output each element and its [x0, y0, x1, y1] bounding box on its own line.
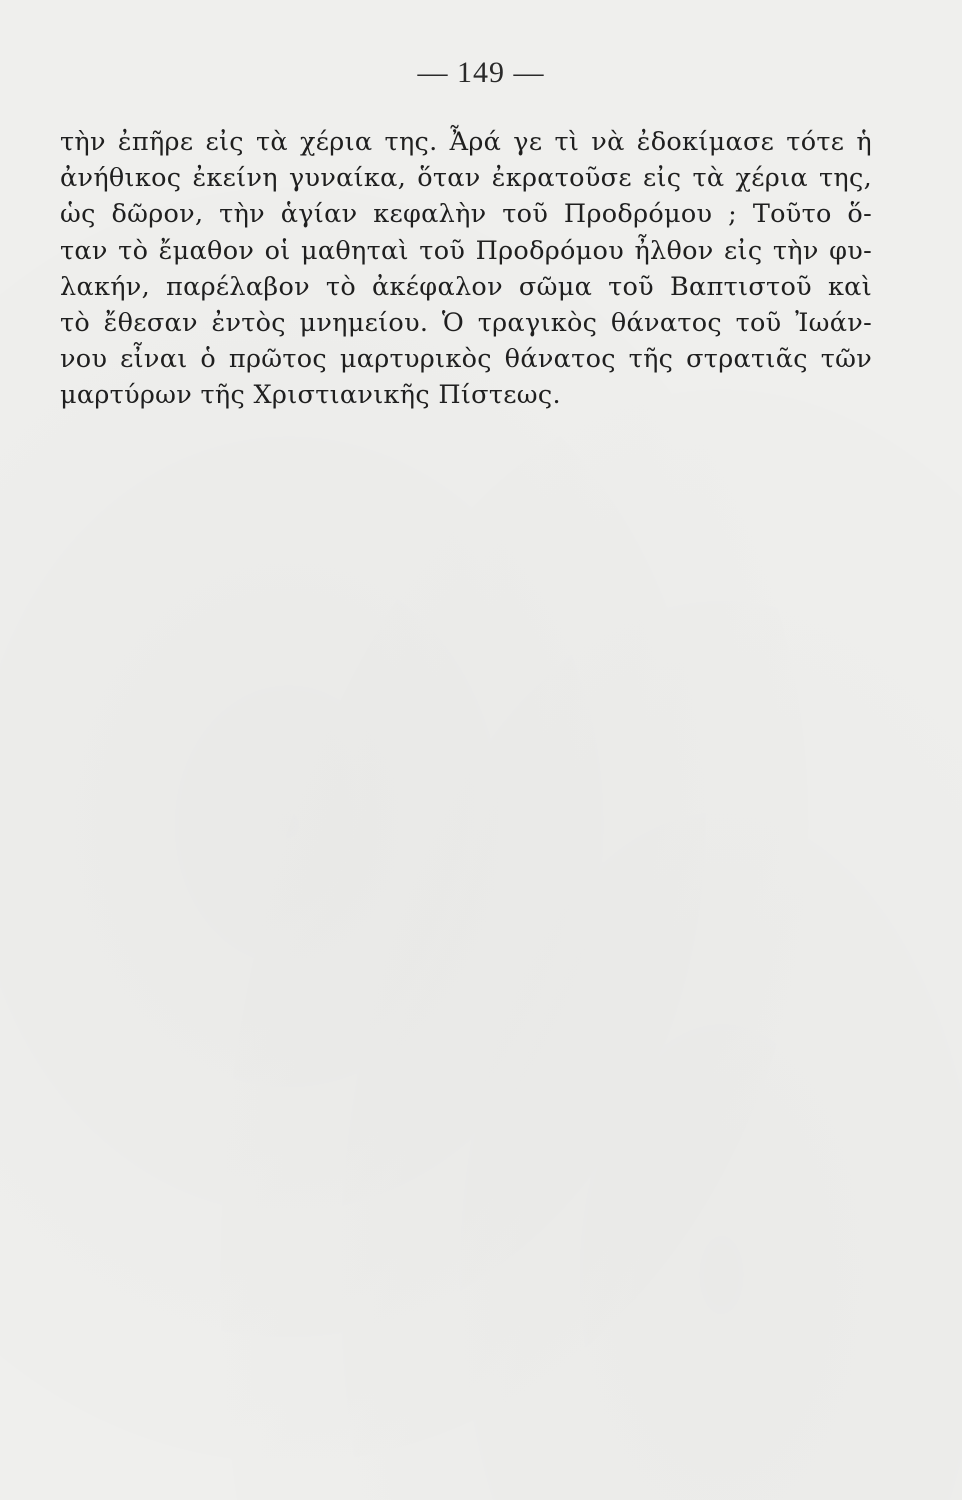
text-line: ἀνήθικος ἐκείνη γυναίκα, ὅταν ἐκρατοῦσε εἰς τὰ χέρια της,	[60, 163, 872, 194]
page-number: — 149 —	[417, 56, 545, 89]
text-line: νου εἶναι ὁ πρῶτος μαρτυρικὸς θάνατος τῆς στρατιᾶς τῶν	[60, 344, 872, 375]
text-line: λακήν, παρέλαβον τὸ ἀκέφαλον σῶμα τοῦ Βαπτιστοῦ καὶ	[60, 271, 872, 302]
text-line: τὸ ἔθεσαν ἐντὸς μνημείου. Ὁ τραγικὸς θάνατος τοῦ Ἰωάν-	[60, 307, 872, 338]
text-line-last: μαρτύρων τῆς Χριστιανικῆς Πίστεως.	[60, 380, 561, 411]
text-line: ὡς δῶρον, τὴν ἁγίαν κεφαλὴν τοῦ Προδρόμου ; Τοῦτο ὅ-	[60, 199, 872, 230]
text-line: ταν τὸ ἔμαθον οἱ μαθηταὶ τοῦ Προδρόμου ἦλθον εἰς τὴν φυ-	[60, 235, 872, 266]
body-paragraph	[60, 124, 872, 414]
text-line: τὴν ἐπῆρε εἰς τὰ χέρια της. Ἆρά γε τὶ νὰ ἐδοκίμασε τότε ἡ	[60, 127, 872, 157]
